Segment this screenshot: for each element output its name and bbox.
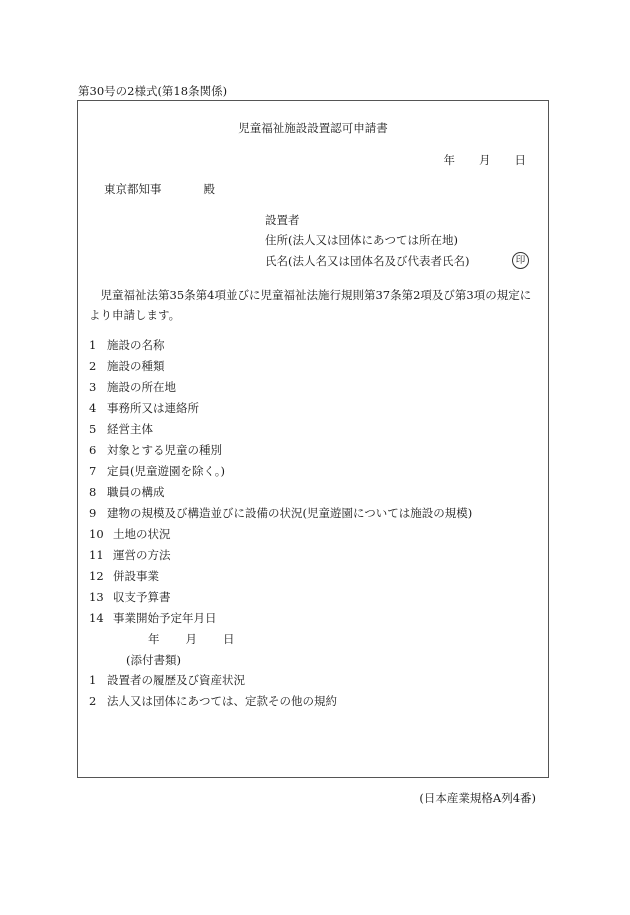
addressee-name: 東京都知事 <box>104 182 162 196</box>
list-item: 11 運営の方法 <box>89 548 171 562</box>
applicant-heading: 設置者 <box>265 213 300 227</box>
addressee <box>104 181 215 197</box>
application-date <box>444 152 527 168</box>
list-item: 7 定員(児童遊園を除く。) <box>89 464 225 478</box>
form-number-label: 第30号の2様式(第18条関係) <box>78 84 228 98</box>
list-item: 6 対象とする児童の種別 <box>89 443 222 457</box>
date-year: 年 <box>443 153 455 167</box>
addressee-honorific: 殿 <box>203 182 215 196</box>
list-item: 12 併設事業 <box>89 569 159 583</box>
list-item: 14 事業開始予定年月日 <box>89 611 217 625</box>
list-item: 13 収支予算書 <box>89 590 171 604</box>
application-statement: 児童福祉法第35条第4項並びに児童福祉法施行規則第37条第2項及び第3項の規定により申請します。 <box>89 288 532 322</box>
applicant-address-label: 住所(法人又は団体にあつては所在地) <box>265 233 458 247</box>
schedule-year: 年 <box>148 632 160 646</box>
list-item: 9 建物の規模及び構造並びに設備の状況(児童遊園については施設の規模) <box>89 506 473 520</box>
date-day: 日 <box>514 153 526 167</box>
schedule-month: 月 <box>185 632 197 646</box>
attachments-heading: (添付書類) <box>126 653 181 667</box>
applicant-name-label: 氏名(法人名又は団体名及び代表者氏名) <box>265 254 470 268</box>
list-item: 8 職員の構成 <box>89 485 165 499</box>
list-item: 2 法人又は団体にあつては、定款その他の規約 <box>89 694 337 708</box>
list-item: 5 経営主体 <box>89 422 153 436</box>
application-items-list <box>89 335 472 629</box>
list-item: 2 施設の種類 <box>89 359 165 373</box>
attachments-list <box>89 670 337 712</box>
list-item: 1 設置者の履歴及び資産状況 <box>89 673 245 687</box>
paper-size-note: (日本産業規格A列4番) <box>419 791 536 805</box>
list-item: 3 施設の所在地 <box>89 380 176 394</box>
form-frame <box>77 100 549 778</box>
scheduled-start-date <box>148 631 235 647</box>
seal-mark: 印 <box>512 252 529 269</box>
list-item: 10 土地の状況 <box>89 527 171 541</box>
schedule-day: 日 <box>223 632 235 646</box>
list-item: 1 施設の名称 <box>89 338 165 352</box>
document-title: 児童福祉施設設置認可申請書 <box>238 121 388 135</box>
date-month: 月 <box>479 153 491 167</box>
list-item: 4 事務所又は連絡所 <box>89 401 199 415</box>
